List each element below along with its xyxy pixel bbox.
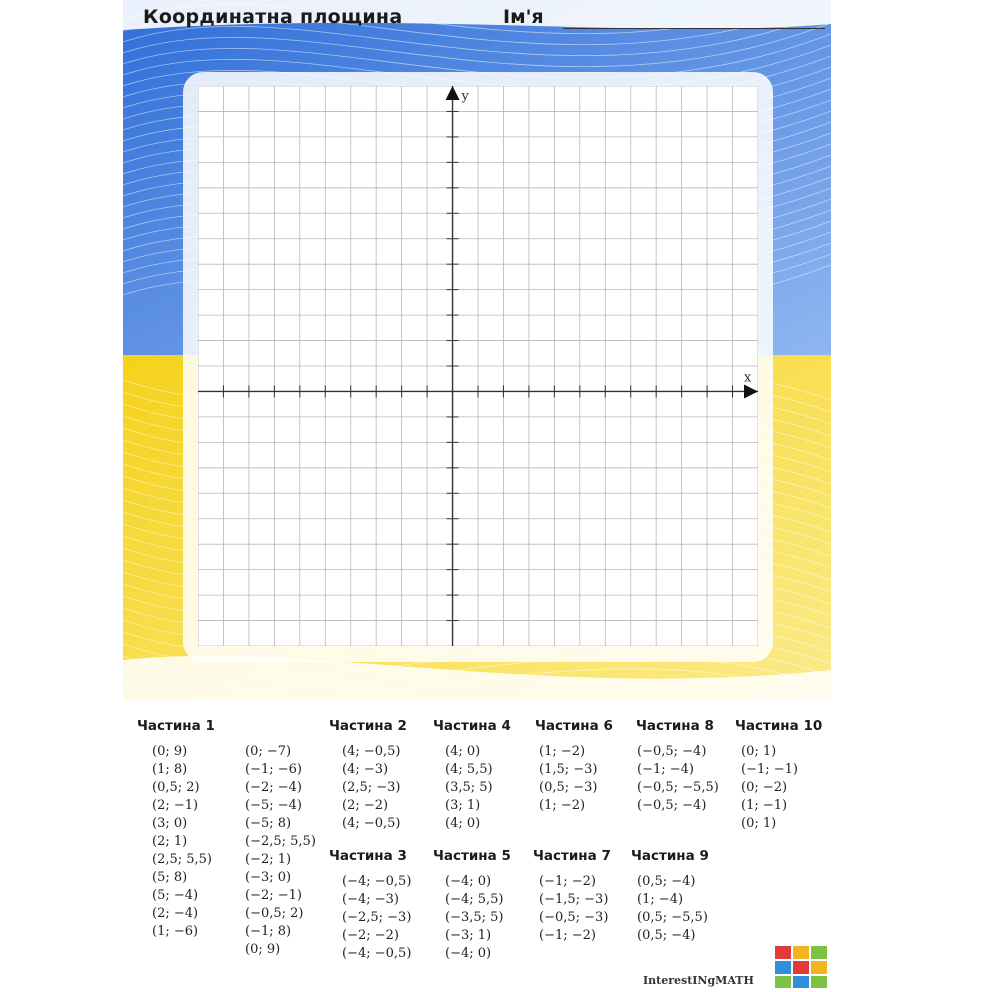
coordinate-item: (−1; −2) <box>539 928 596 943</box>
coordinate-item: (3; 1) <box>445 798 481 813</box>
coordinate-item: (0; 9) <box>152 744 188 759</box>
part-6-coords <box>539 743 598 815</box>
coordinate-item: (0; −7) <box>245 744 292 759</box>
worksheet <box>123 0 831 992</box>
coordinate-item: (−2; −2) <box>342 928 399 943</box>
coordinate-item: (4; 0) <box>445 816 481 831</box>
coordinate-item: (5; −4) <box>152 888 199 903</box>
part-1-title: Частина 1 <box>137 718 215 734</box>
part-8-coords <box>637 743 719 815</box>
coordinate-item: (−1; −6) <box>245 762 302 777</box>
part-5-title: Частина 5 <box>433 848 511 864</box>
part-7-title: Частина 7 <box>533 848 611 864</box>
coordinate-item: (−1; −1) <box>741 762 798 777</box>
coordinate-item: (4; −0,5) <box>342 744 401 759</box>
coordinate-item: (1,5; −3) <box>539 762 598 777</box>
part-6-title: Частина 6 <box>535 718 613 734</box>
coordinate-item: (1; −2) <box>539 744 586 759</box>
coordinate-item: (1; −1) <box>741 798 788 813</box>
part-3-title: Частина 3 <box>329 848 407 864</box>
coordinate-item: (−0,5; 2) <box>245 906 304 921</box>
coordinate-item: (1; −2) <box>539 798 586 813</box>
part-7-coords <box>539 873 608 945</box>
coordinate-grid <box>198 86 758 646</box>
coordinate-item: (2,5; −3) <box>342 780 401 795</box>
part-5-coords <box>445 873 504 963</box>
coordinate-item: (−1,5; −3) <box>539 892 609 907</box>
coordinate-item: (1; −4) <box>637 892 684 907</box>
part-10-title: Частина 10 <box>735 718 823 734</box>
name-field-line[interactable] <box>563 28 825 29</box>
coordinate-item: (−4; 0) <box>445 946 492 961</box>
coordinate-item: (−3,5; 5) <box>445 910 504 925</box>
coordinate-item: (−1; 8) <box>245 924 292 939</box>
part-9-coords <box>637 873 708 945</box>
coordinate-item: (−1; −2) <box>539 874 596 889</box>
coordinate-item: (−2; −1) <box>245 888 302 903</box>
coordinate-item: (−0,5; −4) <box>637 798 707 813</box>
part-3-coords <box>342 873 411 963</box>
coordinate-item: (5; 8) <box>152 870 188 885</box>
part-4-coords <box>445 743 493 833</box>
coordinate-item: (−1; −4) <box>637 762 694 777</box>
coordinate-item: (2; 1) <box>152 834 188 849</box>
coordinate-item: (2,5; 5,5) <box>152 852 213 867</box>
coordinate-item: (−0,5; −4) <box>637 744 707 759</box>
part-8-title: Частина 8 <box>636 718 714 734</box>
coordinate-item: (2; −1) <box>152 798 199 813</box>
coordinate-item: (4; −0,5) <box>342 816 401 831</box>
x-axis-label: x <box>744 370 752 386</box>
coordinate-item: (−4; −0,5) <box>342 874 412 889</box>
coordinate-item: (0; 9) <box>245 942 281 957</box>
part-1-coords-continued <box>245 743 316 959</box>
coordinate-item: (−4; 0) <box>445 874 492 889</box>
coordinate-item: (4; 5,5) <box>445 762 493 777</box>
coordinate-item: (3,5; 5) <box>445 780 493 795</box>
part-1-coords <box>152 743 212 941</box>
brand-name: InterestINgMATH <box>643 974 754 987</box>
coordinate-item: (−2,5; 5,5) <box>245 834 316 849</box>
part-10-coords <box>741 743 798 833</box>
y-axis-label: y <box>461 89 469 104</box>
name-label: Ім'я <box>503 6 544 28</box>
coordinate-item: (−4; 5,5) <box>445 892 504 907</box>
coordinate-item: (0,5; −4) <box>637 874 696 889</box>
part-4-title: Частина 4 <box>433 718 511 734</box>
coordinate-item: (−2; 1) <box>245 852 292 867</box>
coordinate-item: (4; 0) <box>445 744 481 759</box>
coordinate-item: (1; 8) <box>152 762 188 777</box>
puzzle-logo-icon <box>773 944 829 990</box>
coordinate-item: (3; 0) <box>152 816 188 831</box>
part-2-coords <box>342 743 401 833</box>
coordinate-item: (0,5; −5,5) <box>637 910 708 925</box>
coordinate-item: (−4; −3) <box>342 892 399 907</box>
coordinate-item: (−5; −4) <box>245 798 302 813</box>
coordinate-item: (−2,5; −3) <box>342 910 412 925</box>
coordinate-item: (2; −2) <box>342 798 389 813</box>
coordinate-item: (−3; 0) <box>245 870 292 885</box>
coordinate-item: (−0,5; −5,5) <box>637 780 719 795</box>
coordinate-item: (−0,5; −3) <box>539 910 609 925</box>
coordinate-item: (0; 1) <box>741 744 777 759</box>
coordinate-item: (−2; −4) <box>245 780 302 795</box>
coordinate-item: (2; −4) <box>152 906 199 921</box>
coordinate-item: (−5; 8) <box>245 816 292 831</box>
coordinate-item: (0,5; −4) <box>637 928 696 943</box>
coordinate-item: (−4; −0,5) <box>342 946 412 961</box>
coordinate-item: (0; −2) <box>741 780 788 795</box>
coordinate-item: (0,5; 2) <box>152 780 200 795</box>
part-9-title: Частина 9 <box>631 848 709 864</box>
part-2-title: Частина 2 <box>329 718 407 734</box>
page-title: Координатна площина <box>143 6 403 28</box>
coordinate-item: (4; −3) <box>342 762 389 777</box>
coordinate-item: (0; 1) <box>741 816 777 831</box>
coordinate-item: (0,5; −3) <box>539 780 598 795</box>
coordinate-item: (−3; 1) <box>445 928 492 943</box>
coordinate-item: (1; −6) <box>152 924 199 939</box>
